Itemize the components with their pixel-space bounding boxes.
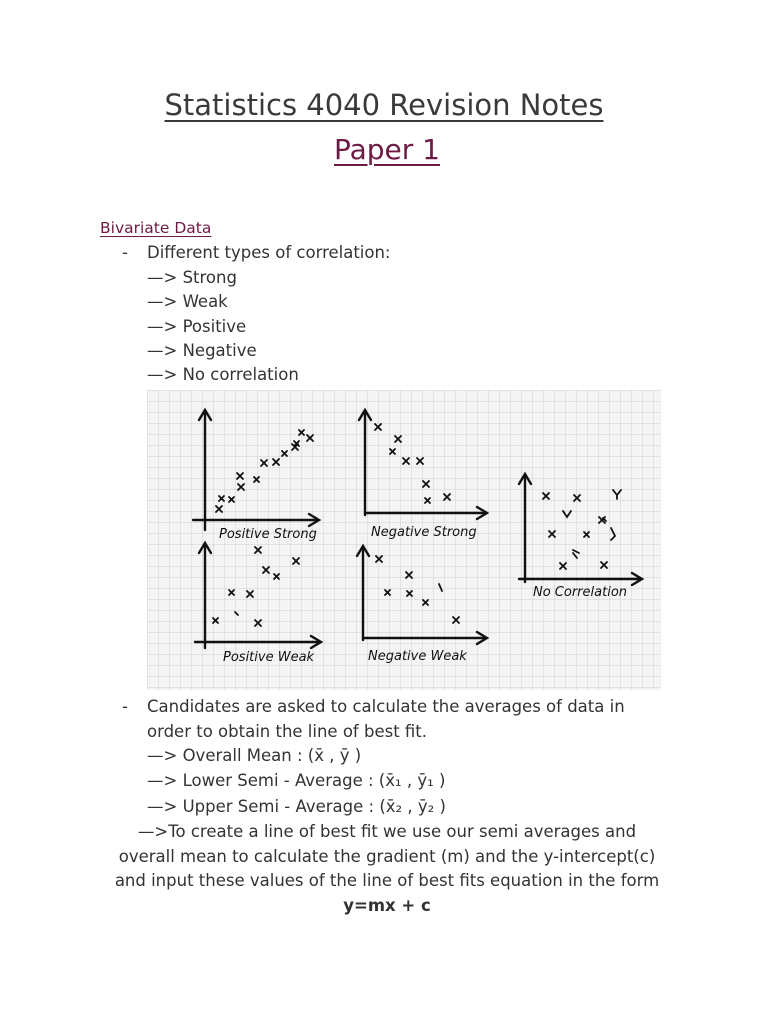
bullet-dash: - [122,243,128,262]
correlation-sketch-figure [147,390,661,690]
correlation-type-weak: —> Weak [147,292,228,311]
overall-mean-line [147,746,361,765]
label-negative-weak: Negative Weak [368,649,467,664]
label-no-correlation: No Correlation [533,585,628,600]
lower-semi-average-value: (x̄₁ , ȳ₁ ) [378,771,446,790]
correlation-type-none: —> No correlation [147,365,299,384]
best-fit-paragraph-line-3: and input these values of the line of best fits equation in the form [114,871,660,890]
lower-semi-average-line [147,771,445,790]
bullet-dash-2: - [122,697,128,716]
overall-mean-label: —> Overall Mean : [147,746,308,765]
section-heading: Bivariate Data [100,219,212,237]
label-positive-weak: Positive Weak [223,650,315,665]
averages-line-1: Candidates are asked to calculate the averages of data in [147,697,625,716]
label-positive-strong: Positive Strong [219,527,317,542]
lower-semi-average-label: —> Lower Semi - Average : [147,771,379,790]
averages-line-2: order to obtain the line of best fit. [147,722,428,741]
best-fit-paragraph-line-2: overall mean to calculate the gradient (m) and the y-intercept(c) [118,847,656,866]
overall-mean-value: (x̄ , ȳ ) [307,746,362,765]
best-fit-paragraph-line-1: —>To create a line of best fit we use our semi averages and [137,822,637,841]
correlation-type-negative: —> Negative [147,341,257,360]
page-subtitle: Paper 1 [333,133,440,166]
correlation-type-strong: —> Strong [147,268,237,287]
bullet-correlation-types: Different types of correlation: [147,243,391,262]
correlation-type-positive: —> Positive [147,317,247,336]
upper-semi-average-line [147,797,446,816]
line-of-best-fit-equation: y=mx + c [343,896,431,915]
label-negative-strong: Negative Strong [371,525,477,540]
upper-semi-average-value: (x̄₂ , ȳ₂ ) [379,797,446,816]
page-title: Statistics 4040 Revision Notes [164,88,604,122]
upper-semi-average-label: —> Upper Semi - Average : [147,797,380,816]
